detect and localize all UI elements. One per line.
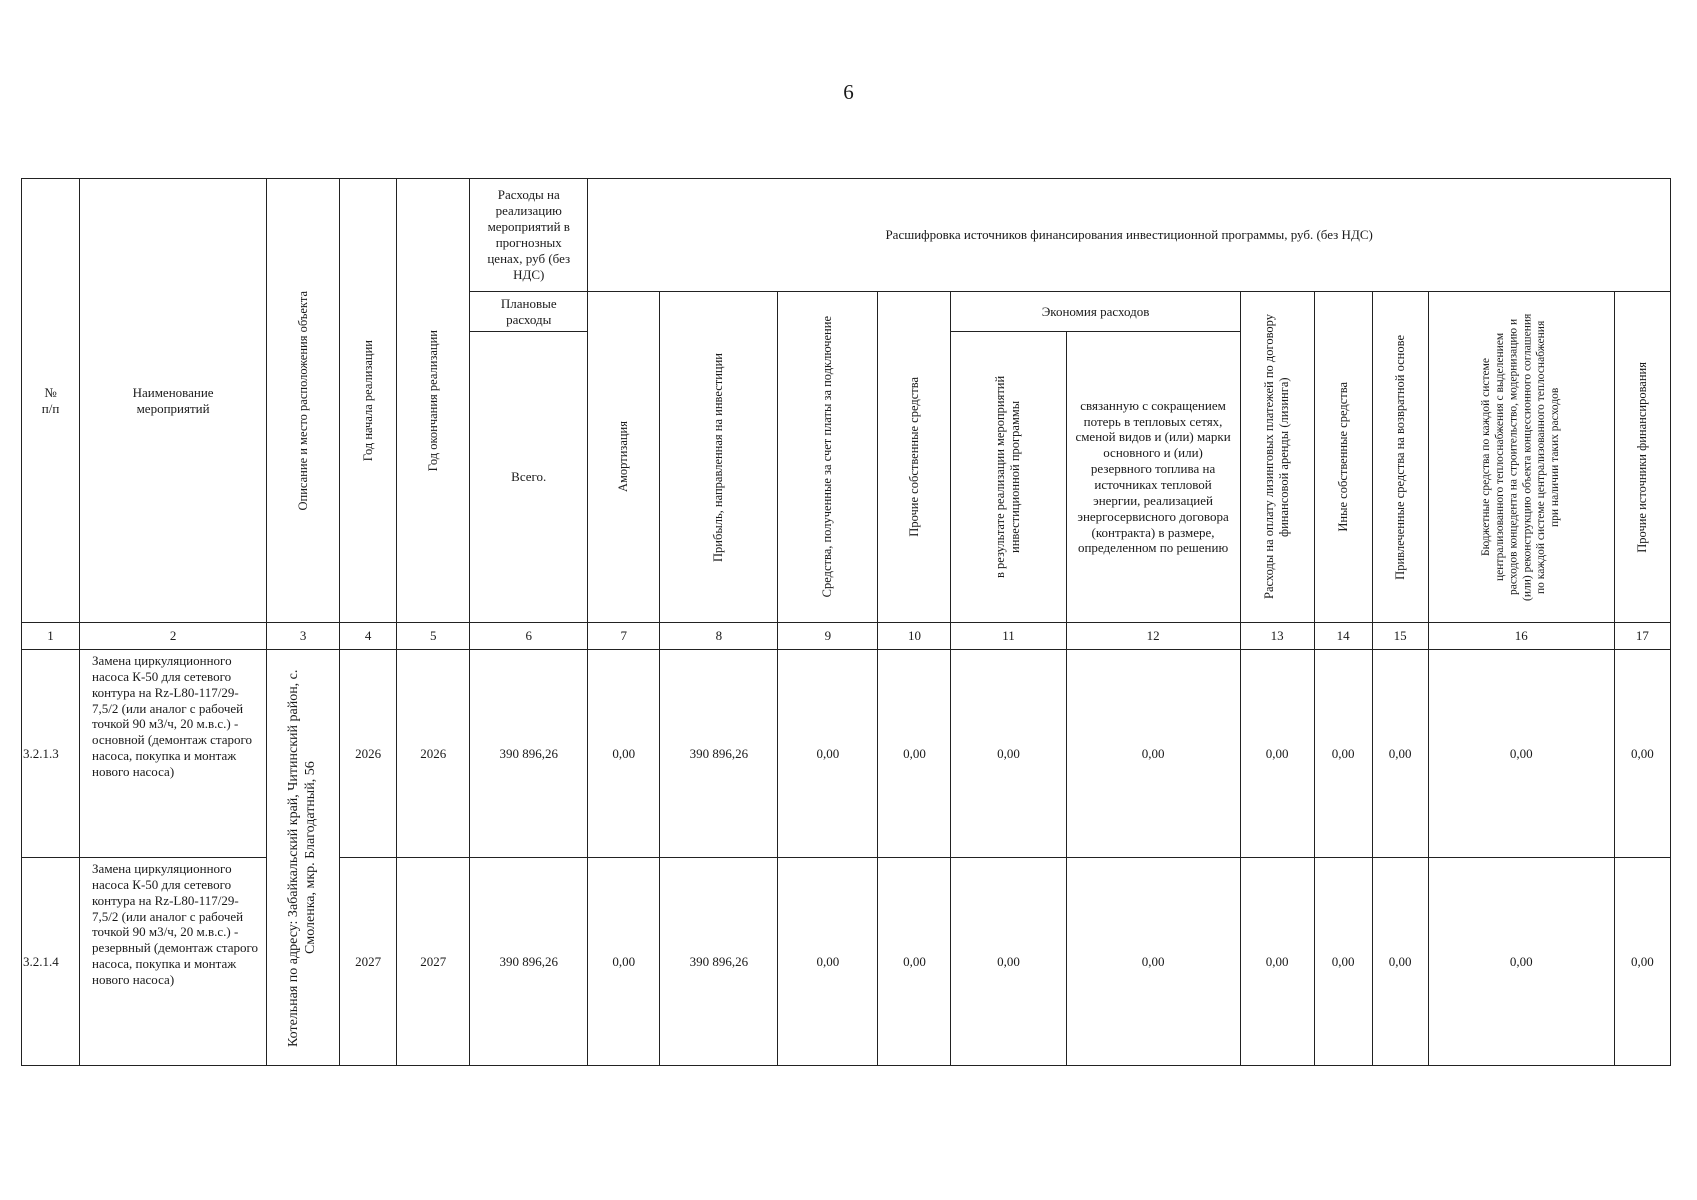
row-c13: 0,00 [1240, 650, 1314, 858]
row-year-end: 2026 [397, 650, 470, 858]
column-numbers-row [22, 623, 1671, 650]
header-sources: Расшифровка источников финансирования инвестиционной программы, руб. (без НДС) [588, 179, 1671, 292]
header-num: № п/п [22, 179, 80, 623]
row-c17: 0,00 [1614, 858, 1670, 1066]
row-c9: 0,00 [778, 858, 878, 1066]
row-c14: 0,00 [1314, 650, 1372, 858]
col-num-11: 11 [951, 623, 1066, 650]
col-num-2: 2 [80, 623, 267, 650]
row-c11: 0,00 [951, 858, 1066, 1066]
row-total: 390 896,26 [470, 650, 588, 858]
header-costs: Расходы на реализацию мероприятий в прогнозных ценах, руб (без НДС) [470, 179, 588, 292]
header-year-start: Год начала реализации [340, 179, 397, 623]
row-c12: 0,00 [1066, 650, 1240, 858]
row-c9: 0,00 [778, 650, 878, 858]
row-total: 390 896,26 [470, 858, 588, 1066]
header-description: Описание и место расположения объекта [267, 179, 340, 623]
col-num-7: 7 [588, 623, 660, 650]
col-num-14: 14 [1314, 623, 1372, 650]
row-name: Замена циркуляционного насоса К-50 для сетевого контура на Rz-L80-117/29-7,5/2 (или аналог с рабочей точкой 90 м3/ч, 20 м.в.с.) - резервный (демонтаж старого насоса, покупка и монтаж нового насоса) [80, 858, 267, 1066]
header-savings-program: в результате реализации мероприятий инвестиционной программы [951, 332, 1066, 623]
row-c10: 0,00 [878, 858, 951, 1066]
col-num-8: 8 [660, 623, 778, 650]
investment-table [21, 178, 1671, 1066]
row-code: 3.2.1.3 [22, 650, 80, 858]
col-num-4: 4 [340, 623, 397, 650]
row-c11: 0,00 [951, 650, 1066, 858]
header-borrowed: Привлеченные средства на возвратной основе [1372, 292, 1428, 623]
header-other-own: Прочие собственные средства [878, 292, 951, 623]
col-num-13: 13 [1240, 623, 1314, 650]
header-planned: Плановые расходы [470, 292, 588, 332]
row-c8: 390 896,26 [660, 650, 778, 858]
header-profit: Прибыль, направленная на инвестиции [660, 292, 778, 623]
row-code: 3.2.1.4 [22, 858, 80, 1066]
row-c8: 390 896,26 [660, 858, 778, 1066]
col-num-3: 3 [267, 623, 340, 650]
row-c16: 0,00 [1428, 858, 1614, 1066]
col-num-17: 17 [1614, 623, 1670, 650]
col-num-1: 1 [22, 623, 80, 650]
header-total: Всего. [470, 332, 588, 623]
row-year-start: 2027 [340, 858, 397, 1066]
col-num-15: 15 [1372, 623, 1428, 650]
header-year-end: Год окончания реализации [397, 179, 470, 623]
header-other-own-funds: Иные собственные средства [1314, 292, 1372, 623]
row-c15: 0,00 [1372, 650, 1428, 858]
col-num-10: 10 [878, 623, 951, 650]
row-c13: 0,00 [1240, 858, 1314, 1066]
row-c7: 0,00 [588, 858, 660, 1066]
header-connection-fees: Средства, полученные за счет платы за подключение [778, 292, 878, 623]
col-num-9: 9 [778, 623, 878, 650]
row-c7: 0,00 [588, 650, 660, 858]
row-c14: 0,00 [1314, 858, 1372, 1066]
row-c10: 0,00 [878, 650, 951, 858]
col-num-12: 12 [1066, 623, 1240, 650]
table-row [22, 650, 1671, 858]
row-c16: 0,00 [1428, 650, 1614, 858]
col-num-5: 5 [397, 623, 470, 650]
header-other-sources: Прочие источники финансирования [1614, 292, 1670, 623]
header-savings: Экономия расходов [951, 292, 1240, 332]
row-c12: 0,00 [1066, 858, 1240, 1066]
header-savings-losses: связанную с сокращением потерь в тепловых сетях, сменой видов и (или) марки основного и (или) резервного топлива на источниках тепловой энергии, реализацией энергосервисного договора (контракта) в размере, определенном по решению [1066, 332, 1240, 623]
col-num-6: 6 [470, 623, 588, 650]
header-name: Наименование мероприятий [80, 179, 267, 623]
page-number: 6 [843, 80, 854, 104]
row-location: Котельная по адресу: Забайкальский край, Читинский район, с. Смоленка, мкр. Благодатный, 56 [267, 650, 340, 1066]
row-name: Замена циркуляционного насоса К-50 для сетевого контура на Rz-L80-117/29-7,5/2 (или аналог с рабочей точкой 90 м3/ч, 20 м.в.с.) - основной (демонтаж старого насоса, покупка и монтаж нового насоса) [80, 650, 267, 858]
header-amortization: Амортизация [588, 292, 660, 623]
row-c15: 0,00 [1372, 858, 1428, 1066]
row-year-end: 2027 [397, 858, 470, 1066]
col-num-16: 16 [1428, 623, 1614, 650]
header-budget: Бюджетные средства по каждой системе централизованного теплоснабжения с выделением расходов концедента на строительство, модернизацию и (или) реконструкцию объекта концессионного соглашения по каждой системе централизованного теплоснабжения при наличии таких расходов [1428, 292, 1614, 623]
header-leasing: Расходы на оплату лизинговых платежей по договору финансовой аренды (лизинга) [1240, 292, 1314, 623]
header-row-1 [22, 179, 1671, 292]
row-year-start: 2026 [340, 650, 397, 858]
row-c17: 0,00 [1614, 650, 1670, 858]
